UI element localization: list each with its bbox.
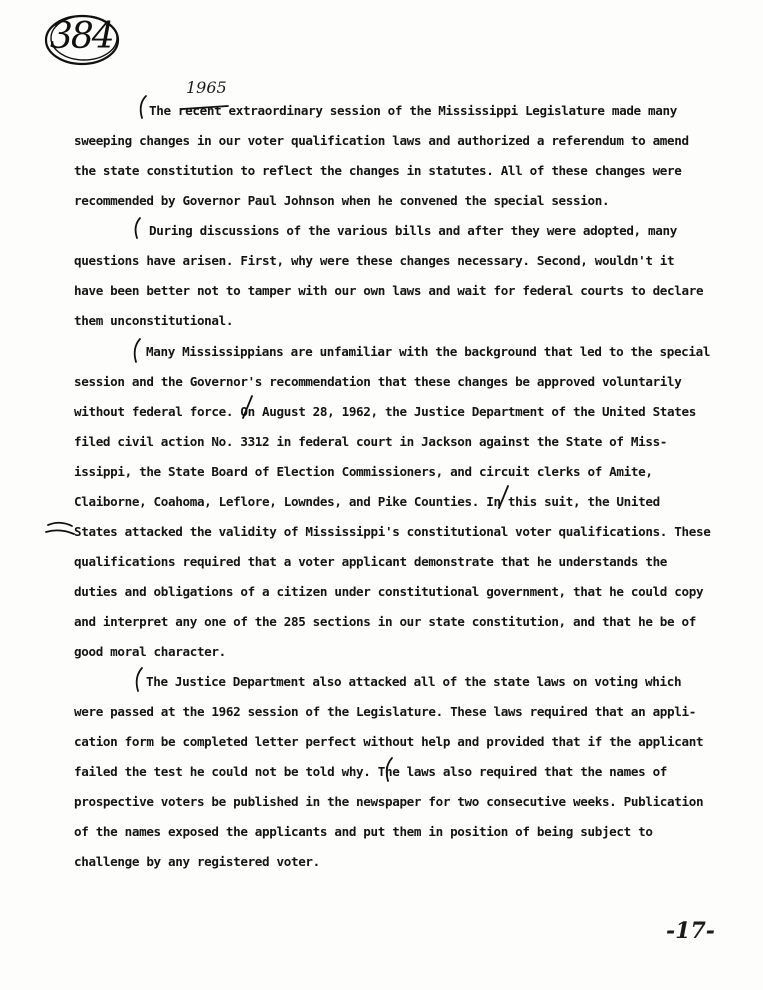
text-line: duties and obligations of a citizen under constitutional government, that he could copy — [74, 584, 704, 599]
text-line: filed civil action No. 3312 in federal court in Jackson against the State of Miss- — [74, 434, 668, 449]
text-line: them unconstitutional. — [74, 313, 234, 328]
text-line: and interpret any one of the 285 sections in our state constitution, and that he be of — [74, 614, 696, 629]
page-number-text: 384 — [50, 16, 113, 57]
page-number-annotation — [40, 8, 140, 72]
text-line: qualifications required that a voter applicant demonstrate that he understands the — [74, 554, 668, 569]
text-line: challenge by any registered voter. — [74, 854, 320, 869]
paragraph-bracket-mark — [141, 96, 146, 118]
paragraph-bracket-mark — [136, 218, 140, 238]
text-line: the state constitution to reflect the changes in statutes. All of these changes were — [74, 163, 682, 178]
text-line: States attacked the validity of Mississippi's constitutional voter qualifications. These — [74, 524, 711, 539]
text-line: of the names exposed the applicants and put them in position of being subject to — [74, 824, 653, 839]
margin-scribble-mark — [46, 523, 74, 534]
text-line: cation form be completed letter perfect without help and provided that if the applicant — [74, 734, 704, 749]
text-line: session and the Governor's recommendation that these changes be approved voluntarily — [74, 374, 682, 389]
text-line: questions have arisen. First, why were these changes necessary. Second, wouldn't it — [74, 253, 675, 268]
text-line: recommended by Governor Paul Johnson when he convened the special session. — [74, 193, 610, 208]
text-line: good moral character. — [74, 644, 226, 659]
text-line: sweeping changes in our voter qualification laws and authorized a referendum to amend — [74, 133, 689, 148]
text-line: without federal force. On August 28, 1962, the Justice Department of the United States — [74, 404, 696, 419]
text-line: During discussions of the various bills and after they were adopted, many — [149, 223, 677, 238]
text-line: The Justice Department also attacked all of the state laws on voting which — [146, 674, 682, 689]
text-line: were passed at the 1962 session of the Legislature. These laws required that an appli- — [74, 704, 696, 719]
paragraph-bracket-mark — [135, 339, 140, 362]
text-line: have been better not to tamper with our own laws and wait for federal courts to declare — [74, 283, 704, 298]
text-line: Claiborne, Coahoma, Leflore, Lowndes, and Pike Counties. In this suit, the United — [74, 494, 660, 509]
text-line: failed the test he could not be told why. The laws also required that the names of — [74, 764, 668, 779]
paragraph-bracket-mark — [137, 668, 142, 691]
year-handwritten-note: 1965 — [186, 78, 227, 97]
text-line: The recent extraordinary session of the Mississippi Legislature made many — [149, 103, 677, 118]
footer-handwritten-mark: -17- — [666, 918, 715, 944]
text-line: prospective voters be published in the newspaper for two consecutive weeks. Publication — [74, 794, 704, 809]
text-line: issippi, the State Board of Election Commissioners, and circuit clerks of Amite, — [74, 464, 653, 479]
text-line: Many Mississippians are unfamiliar with the background that led to the special — [146, 344, 711, 359]
